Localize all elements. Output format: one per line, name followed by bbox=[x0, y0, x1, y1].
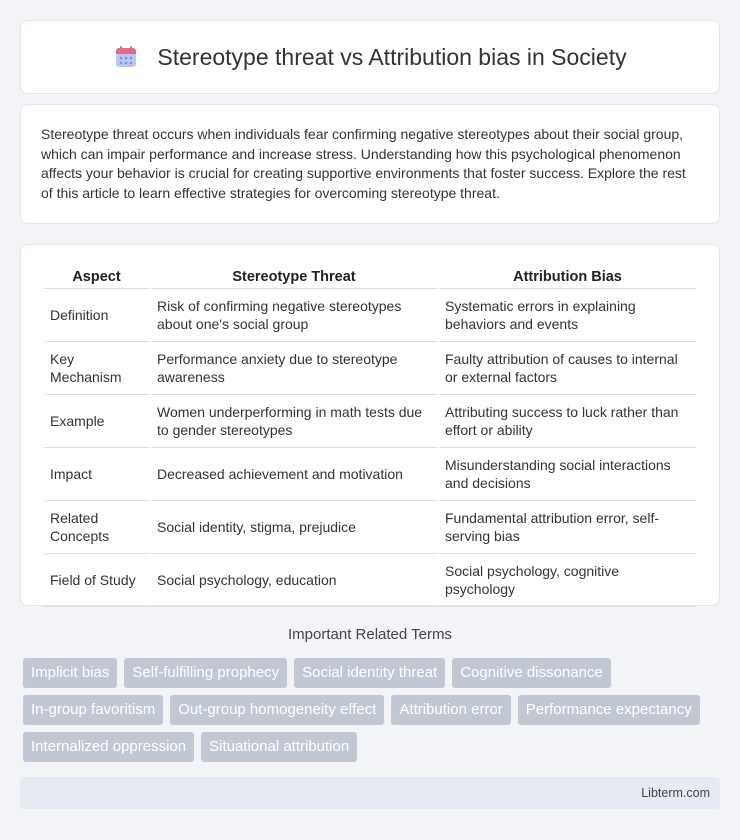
row-attribution-bias: Attributing success to luck rather than effort or ability bbox=[439, 395, 696, 448]
row-aspect: Key Mechanism bbox=[44, 342, 149, 395]
tag-performance-expectancy[interactable]: Performance expectancy bbox=[518, 695, 700, 725]
row-attribution-bias: Fundamental attribution error, self-serving bias bbox=[439, 501, 696, 554]
tag-in-group-favoritism[interactable]: In-group favoritism bbox=[23, 695, 163, 725]
header-attribution-bias: Attribution Bias bbox=[439, 265, 696, 289]
calendar-icon bbox=[113, 44, 139, 70]
row-aspect: Related Concepts bbox=[44, 501, 149, 554]
footer-site-link[interactable]: Libterm.com bbox=[641, 786, 710, 800]
comparison-card bbox=[20, 244, 720, 606]
row-attribution-bias: Misunderstanding social interactions and decisions bbox=[439, 448, 696, 501]
tag-cognitive-dissonance[interactable]: Cognitive dissonance bbox=[452, 658, 611, 688]
row-attribution-bias: Social psychology, cognitive psychology bbox=[439, 554, 696, 607]
table-header-row bbox=[44, 265, 696, 289]
tag-attribution-error[interactable]: Attribution error bbox=[391, 695, 510, 725]
intro-paragraph: Stereotype threat occurs when individuals fear confirming negative stereotypes about their social group, which can impair performance and increase stress. Understanding how this psychological phenomenon affects your behavior is crucial for creating supportive environments that foster success. Explore the rest of this article to learn effective strategies for overcoming stereotype threat. bbox=[41, 126, 686, 201]
table-row bbox=[44, 395, 696, 448]
tag-situational-attribution[interactable]: Situational attribution bbox=[201, 732, 357, 762]
footer bbox=[20, 777, 720, 809]
tag-implicit-bias[interactable]: Implicit bias bbox=[23, 658, 117, 688]
tag-social-identity-threat[interactable]: Social identity threat bbox=[294, 658, 445, 688]
table-row bbox=[44, 501, 696, 554]
tag-self-fulfilling-prophecy[interactable]: Self-fulfilling prophecy bbox=[124, 658, 287, 688]
row-attribution-bias: Systematic errors in explaining behaviors and events bbox=[439, 289, 696, 342]
table-row bbox=[44, 289, 696, 342]
tag-out-group-homogeneity-effect[interactable]: Out-group homogeneity effect bbox=[170, 695, 384, 725]
row-stereotype-threat: Risk of confirming negative stereotypes about one's social group bbox=[151, 289, 437, 342]
related-terms-title: Important Related Terms bbox=[288, 626, 452, 643]
row-aspect: Example bbox=[44, 395, 149, 448]
row-stereotype-threat: Social psychology, education bbox=[151, 554, 437, 607]
row-aspect: Field of Study bbox=[44, 554, 149, 607]
row-stereotype-threat: Decreased achievement and motivation bbox=[151, 448, 437, 501]
row-stereotype-threat: Social identity, stigma, prejudice bbox=[151, 501, 437, 554]
row-attribution-bias: Faulty attribution of causes to internal or external factors bbox=[439, 342, 696, 395]
row-stereotype-threat: Performance anxiety due to stereotype awareness bbox=[151, 342, 437, 395]
table-row bbox=[44, 448, 696, 501]
header-stereotype-threat: Stereotype Threat bbox=[151, 265, 437, 289]
comparison-table bbox=[42, 265, 698, 607]
table-row bbox=[44, 554, 696, 607]
title-card bbox=[20, 20, 720, 94]
related-terms-list bbox=[23, 658, 723, 762]
row-aspect: Definition bbox=[44, 289, 149, 342]
intro-card bbox=[20, 104, 720, 224]
row-stereotype-threat: Women underperforming in math tests due to gender stereotypes bbox=[151, 395, 437, 448]
page-title: Stereotype threat vs Attribution bias in Society bbox=[157, 43, 627, 70]
header-aspect: Aspect bbox=[44, 265, 149, 289]
row-aspect: Impact bbox=[44, 448, 149, 501]
tag-internalized-oppression[interactable]: Internalized oppression bbox=[23, 732, 194, 762]
table-row bbox=[44, 342, 696, 395]
